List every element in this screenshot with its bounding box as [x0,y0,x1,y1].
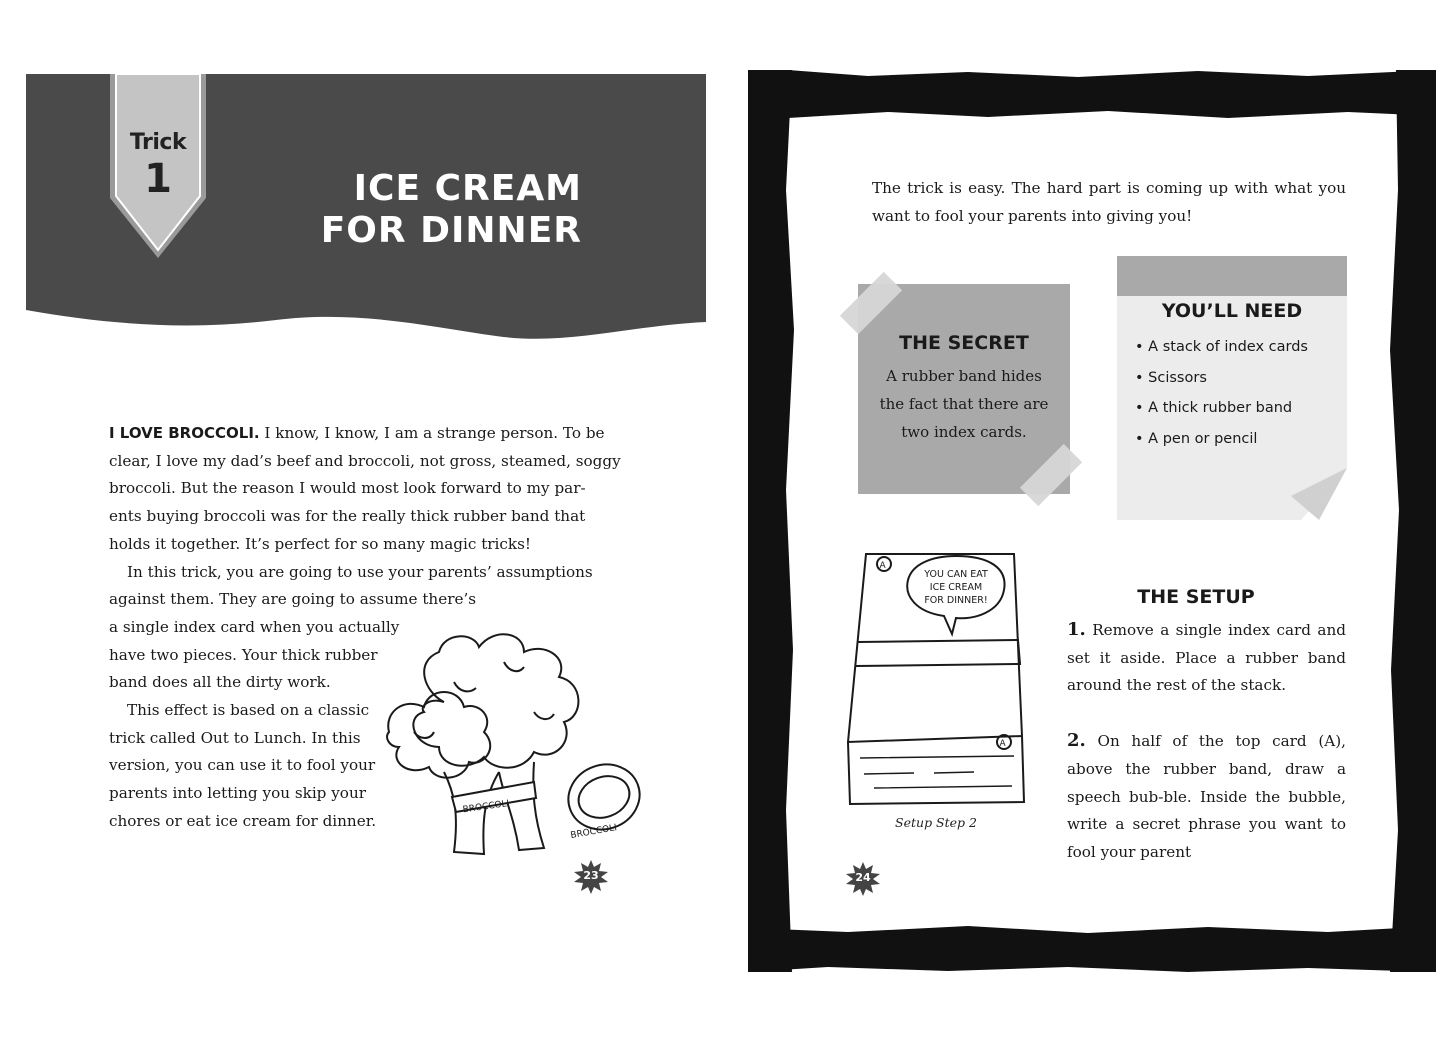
text-line: I know, I know, I am a strange person. To be [259,424,605,442]
setup-step-2 [1067,727,1346,867]
left-page [26,74,706,974]
trick-number: 1 [144,156,172,202]
setup-title: THE SETUP [1137,586,1255,608]
text-line: against them. They are going to assume there’s [109,590,477,609]
text-line: trick called Out to Lunch. In this [109,728,361,747]
illustration-caption: Setup Step 2 [895,815,977,830]
card-label-a: A [999,739,1006,749]
page-number-badge [846,862,880,896]
bubble-line-3: FOR DINNER! [924,595,988,606]
page-curl-icon [1291,468,1347,520]
list-item: • Scissors [1135,363,1308,394]
secret-text: A rubber band hides the fact that there are two index cards. [879,367,1049,441]
right-page [748,70,1436,972]
step-number: 2. [1067,730,1086,752]
text-line: holds it together. It’s perfect for so many magic tricks! [109,534,532,553]
paragraph-1 [109,420,621,559]
card-header-bar [1117,256,1347,296]
step-number: 1. [1067,619,1086,640]
text-line: parents into letting you skip your [109,784,366,803]
text-line: a single index card when you actually [109,617,400,636]
broccoli-illustration [384,622,644,862]
setup-step-2-illustration [844,550,1028,810]
broccoli-band-label: BROCCOLI [462,798,510,816]
page-title [286,168,582,252]
step-text: On half of the top card (A), above the rubber band, draw a speech bub-ble. Inside the bubble, write a secret phrase you want to fool your parent [1067,732,1346,861]
list-item: • A thick rubber band [1135,393,1308,424]
setup-steps [1067,616,1346,867]
lead-in: I LOVE BROCCOLI. [109,424,260,442]
intro-text: The trick is easy. The hard part is coming up with what you want to fool your parents into giving you! [872,179,1346,225]
page-number-badge [574,860,608,894]
text-line: chores or eat ice cream for dinner. [109,811,377,830]
bubble-line-1: YOU CAN EAT [924,569,988,580]
text-line: version, you can use it to fool your [109,756,376,775]
secret-card [858,284,1070,494]
text-line: have two pieces. Your thick rubber [109,645,378,664]
youll-need-title: YOU’LL NEED [1161,300,1303,322]
text-line: clear, I love my dad’s beef and broccoli, not gross, steamed, soggy [109,451,621,470]
page-number: 24 [855,871,871,884]
list-item: • A stack of index cards [1135,332,1308,363]
text-line: ents buying broccoli was for the really thick rubber band that [109,507,586,526]
title-line-2: FOR DINNER [320,210,582,251]
trick-label: Trick [129,130,187,155]
bubble-line-2: ICE CREAM [929,582,983,593]
title-line-1: ICE CREAM [353,168,582,209]
text-line: band does all the dirty work. [109,673,331,692]
step-text: Remove a single index card and set it aside. Place a rubber band around the rest of the stack. [1067,621,1346,695]
card-label-a: A [879,561,886,571]
list-item: • A pen or pencil [1135,424,1308,455]
supplies-list [1135,332,1308,454]
setup-step-1 [1067,616,1346,700]
text-line: This effect is based on a classic [127,701,370,720]
text-line: In this trick, you are going to use your parents’ assumptions [127,562,593,581]
page-number: 23 [583,869,599,882]
secret-title: THE SECRET [899,332,1029,354]
text-line: broccoli. But the reason I would most look forward to my par- [109,479,586,498]
rubber-band-label: BROCCOLI [569,823,618,842]
